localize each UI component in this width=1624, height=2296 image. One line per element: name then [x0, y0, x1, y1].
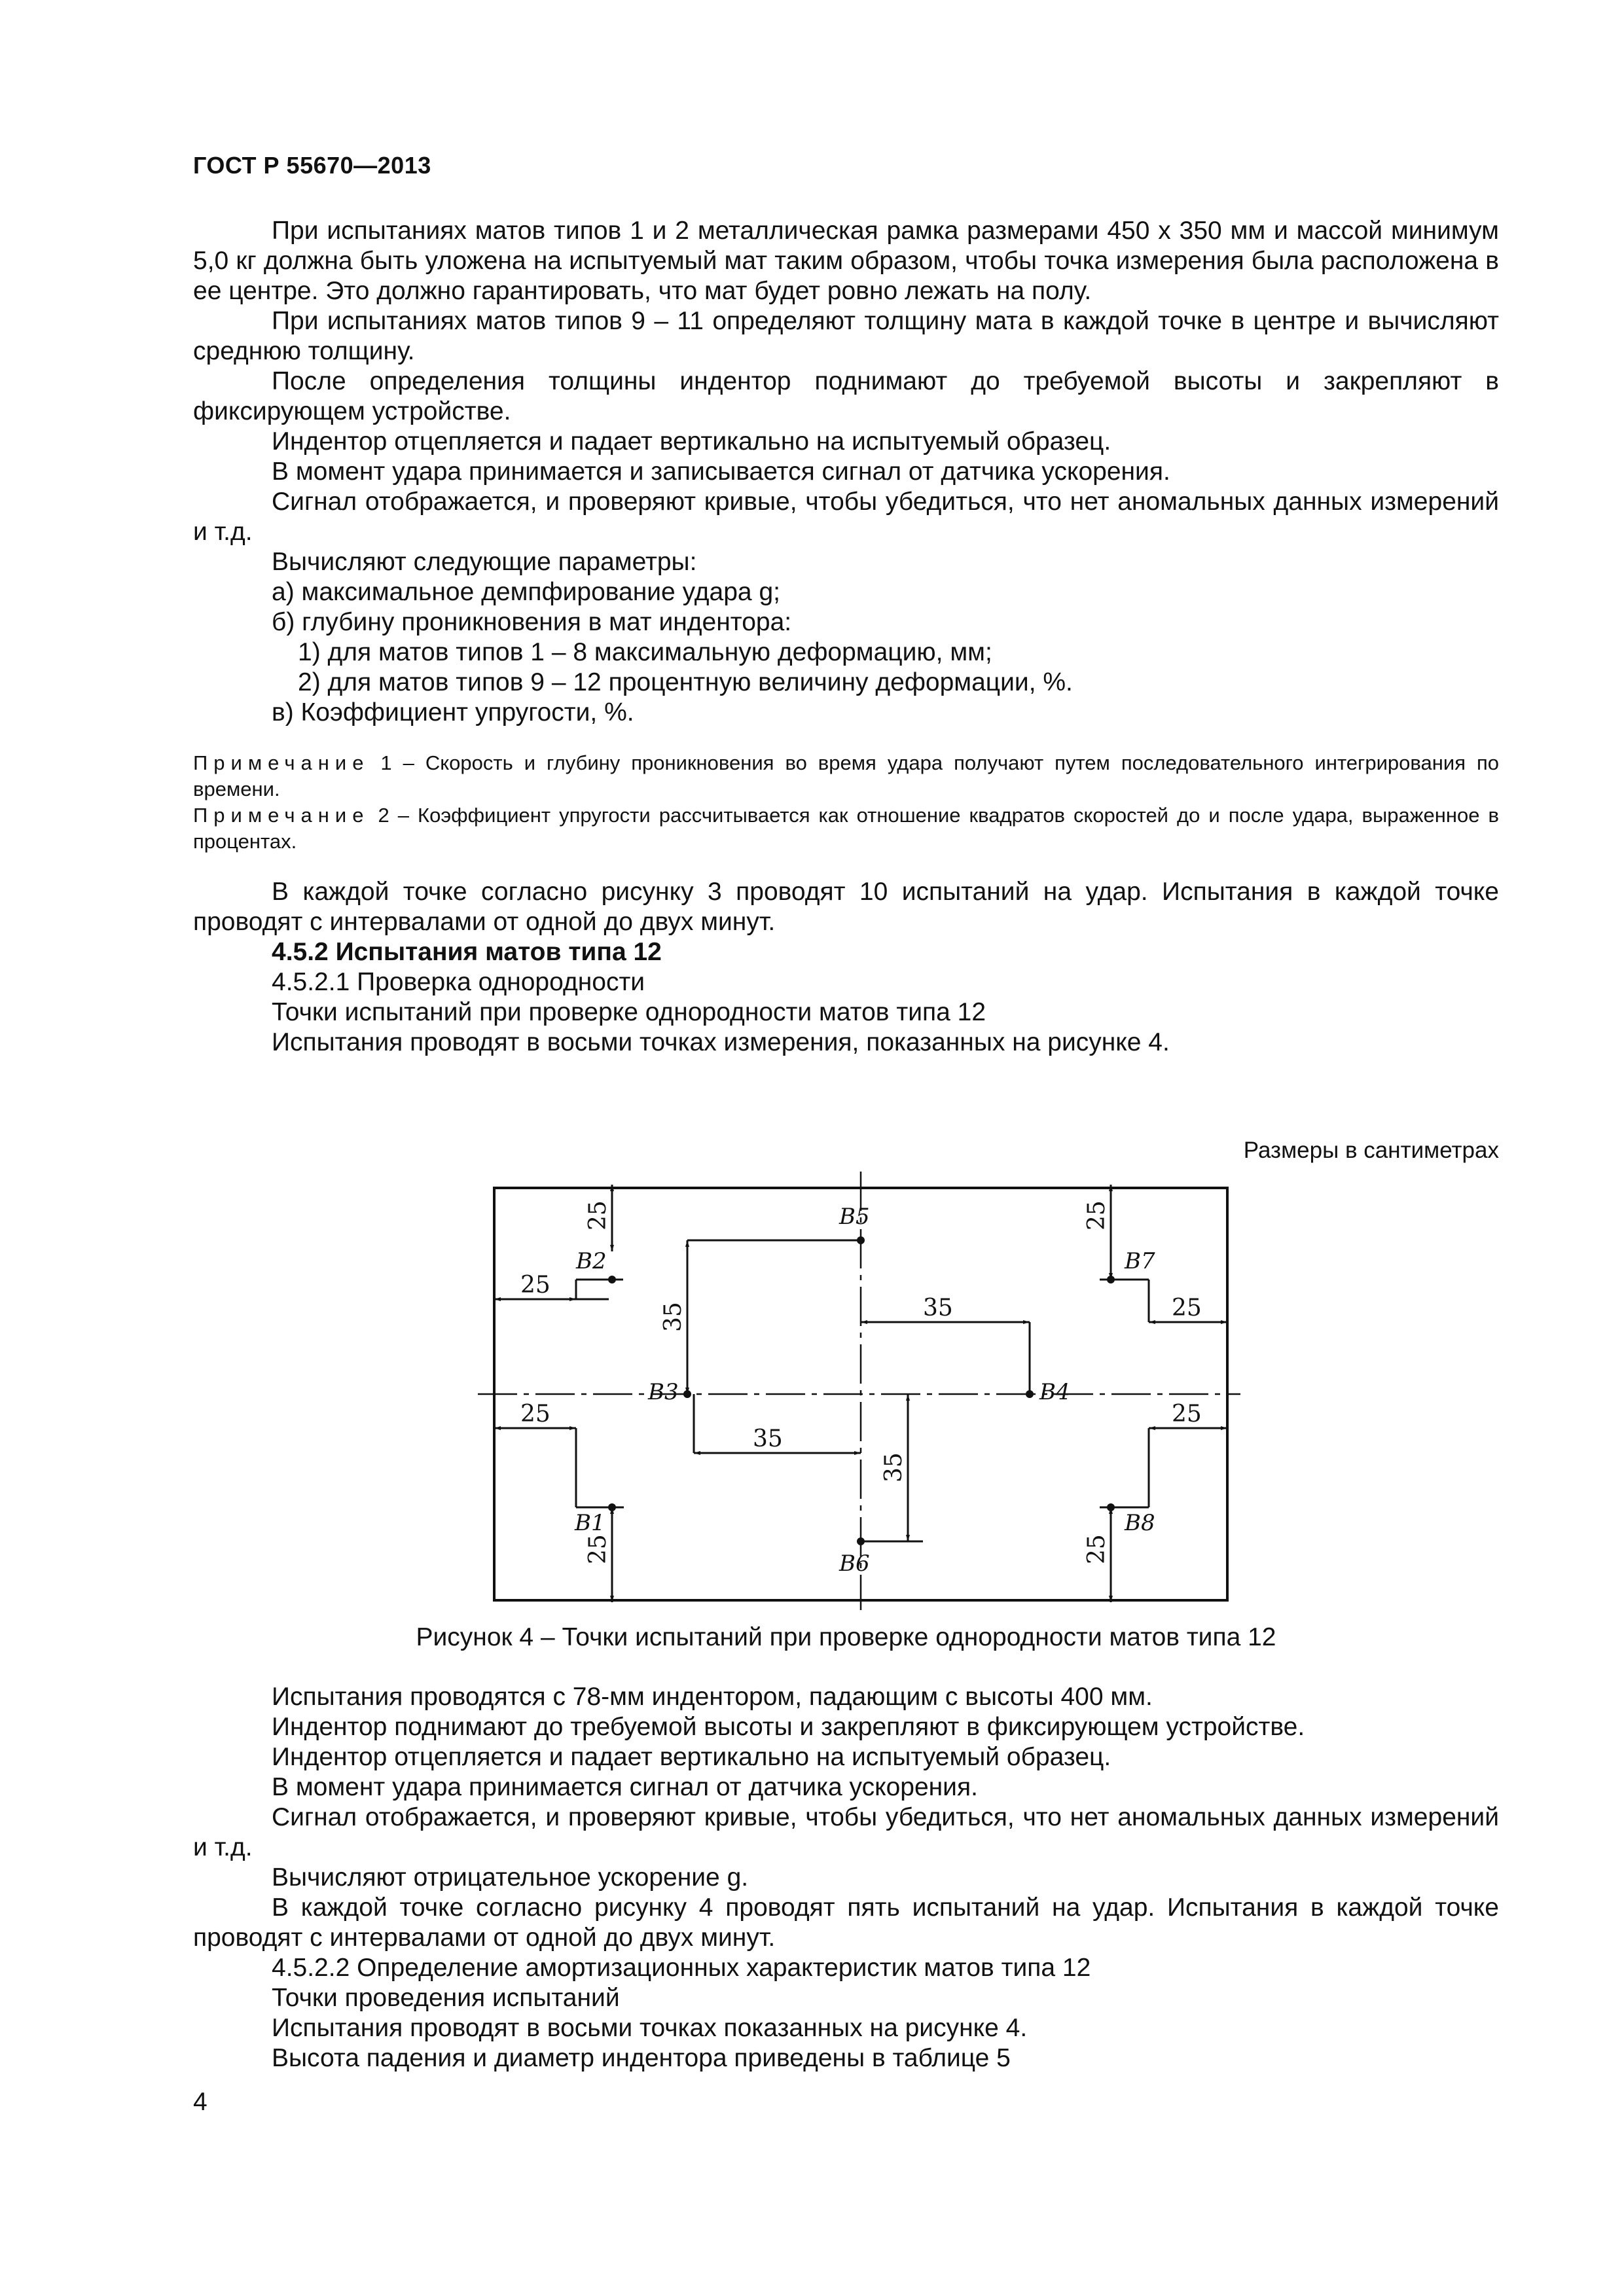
dim-label: 25 [1083, 1200, 1110, 1230]
point-b1-marker [608, 1503, 616, 1511]
paragraph: Индентор поднимают до требуемой высоты и закрепляют в фиксирующем устройстве. [272, 1713, 1305, 1741]
dim-label: 35 [753, 1426, 783, 1452]
note-1 [193, 750, 1499, 802]
dim-label: 25 [1172, 1295, 1202, 1321]
paragraph: Испытания проводят в восьми точках показанных на рисунке 4. [272, 2014, 1028, 2042]
text-block-1 [193, 216, 1499, 1058]
paragraph: Индентор отцепляется и падает вертикально на испытуемый образец. [272, 1743, 1111, 1771]
list-item: 2) для матов типов 9 – 12 процентную величину деформации, %. [298, 668, 1073, 696]
dim-label: 35 [923, 1295, 953, 1321]
list-item: в) Коэффициент упругости, %. [272, 698, 634, 726]
paragraph: Испытания проводятся с 78-мм индентором, падающим с высоты 400 мм. [272, 1683, 1153, 1711]
paragraph: При испытаниях матов типов 9 – 11 определяют толщину мата в каждой точке в центре и вычисляют среднюю толщину. [193, 307, 1499, 365]
paragraph: После определения толщины индентор поднимают до требуемой высоты и закрепляют в фиксирующем устройстве. [193, 367, 1499, 425]
dim-label: 25 [585, 1200, 611, 1230]
paragraph: Сигнал отображается, и проверяют кривые, чтобы убедиться, что нет аномальных данных измерений и т.д. [193, 1803, 1499, 1861]
figure-4-diagram [471, 1158, 1250, 1613]
dim-label: 25 [1083, 1534, 1110, 1564]
dim-label: 35 [880, 1452, 907, 1482]
paragraph: Вычисляют отрицательное ускорение g. [272, 1863, 749, 1892]
list-item: а) максимальное демпфирование удара g; [272, 578, 780, 606]
note-label: Примечание [193, 751, 370, 774]
point-label-b4: B4 [1039, 1379, 1070, 1405]
paragraph: Испытания проводят в восьми точках измерения, показанных на рисунке 4. [272, 1028, 1170, 1056]
point-b5-marker [857, 1236, 865, 1244]
point-b6-marker [857, 1537, 865, 1545]
paragraph: Точки проведения испытаний [272, 1984, 620, 2012]
subsection-heading: 4.5.2.2 Определение амортизационных характеристик матов типа 12 [272, 1954, 1091, 1982]
note-text: 2 – Коэффициент упругости рассчитывается как отношение квадратов скоростей до и после удара, выраженное в процентах. [193, 804, 1499, 853]
standard-header: ГОСТ Р 55670—2013 [193, 152, 431, 179]
point-b2-marker [608, 1276, 616, 1283]
point-b4-marker [1026, 1390, 1034, 1398]
paragraph: В каждой точке согласно рисунку 3 проводят 10 испытаний на удар. Испытания в каждой точке проводят с интервалами от одной до двух минут. [193, 878, 1499, 936]
paragraph: Вычисляют следующие параметры: [272, 548, 697, 576]
paragraph: В момент удара принимается и записывается сигнал от датчика ускорения. [272, 457, 1170, 486]
test-points-diagram [471, 1158, 1250, 1610]
dim-label: 25 [1172, 1401, 1202, 1427]
list-item: б) глубину проникновения в мат индентора: [272, 608, 792, 636]
list-item: 1) для матов типов 1 – 8 максимальную деформацию, мм; [298, 638, 992, 666]
point-b3-marker [683, 1390, 691, 1398]
paragraph: Индентор отцепляется и падает вертикально на испытуемый образец. [272, 427, 1111, 456]
point-label-b7: B7 [1125, 1248, 1155, 1274]
figure-caption: Рисунок 4 – Точки испытаний при проверке однородности матов типа 12 [416, 1623, 1276, 1651]
dim-label: 35 [660, 1302, 687, 1332]
note-2 [193, 802, 1499, 855]
dimensions-units-note: Размеры в сантиметрах [1243, 1138, 1499, 1163]
paragraph: В момент удара принимается сигнал от датчика ускорения. [272, 1773, 978, 1801]
point-label-b2: B2 [576, 1248, 607, 1274]
point-label-b6: B6 [839, 1551, 870, 1577]
notes [193, 750, 1499, 855]
point-labels [574, 1204, 1155, 1577]
note-label: Примечание [193, 804, 370, 827]
paragraph: В каждой точке согласно рисунку 4 проводят пять испытаний на удар. Испытания в каждой точке проводят с интервалами от одной до двух минут. [193, 1893, 1499, 1952]
section-heading: 4.5.2 Испытания матов типа 12 [272, 938, 662, 966]
paragraph: При испытаниях матов типов 1 и 2 металлическая рамка размерами 450 х 350 мм и массой минимум 5,0 кг должна быть уложена на испытуемый мат таким образом, чтобы точка измерения была расположена в ее центре. Это должно гарантировать, что мат будет ровно лежать на полу. [193, 217, 1499, 305]
point-label-b1: B1 [575, 1510, 605, 1536]
page-number: 4 [193, 2088, 208, 2116]
point-b7-marker [1107, 1276, 1115, 1283]
dim-label: 25 [520, 1272, 550, 1299]
point-b8-marker [1107, 1503, 1115, 1511]
dim-label: 25 [585, 1534, 611, 1564]
dim-label: 25 [520, 1401, 550, 1427]
paragraph: Сигнал отображается, и проверяют кривые, чтобы убедиться, что нет аномальных данных измерений и т.д. [193, 488, 1499, 546]
paragraph: Точки испытаний при проверке однородности матов типа 12 [272, 998, 986, 1026]
point-label-b5: B5 [839, 1204, 870, 1230]
point-label-b8: B8 [1125, 1510, 1155, 1536]
text-block-3 [193, 1682, 1499, 2073]
subsection-heading: 4.5.2.1 Проверка однородности [272, 968, 645, 996]
note-text: 1 – Скорость и глубину проникновения во время удара получают путем последовательного интегрирования по времени. [193, 751, 1499, 800]
paragraph: Высота падения и диаметр индентора приведены в таблице 5 [272, 2044, 1011, 2072]
point-label-b3: B3 [648, 1379, 679, 1405]
